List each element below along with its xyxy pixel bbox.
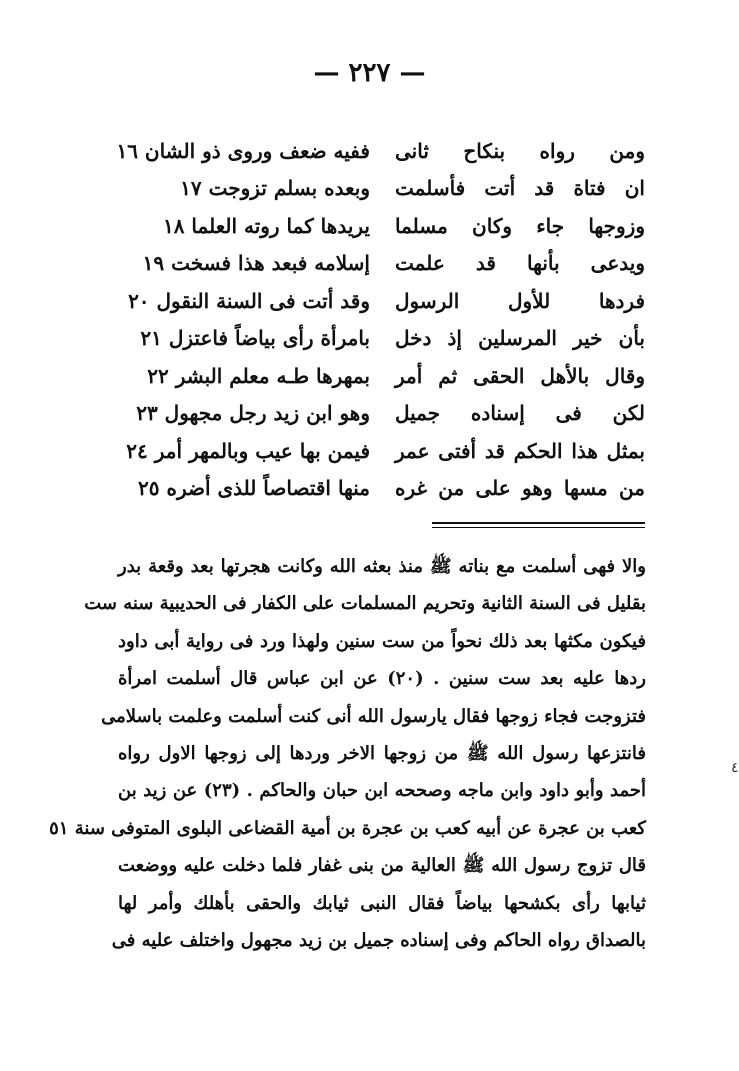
verse-row <box>100 470 645 508</box>
commentary-line: ثيابها رأى بكشحها بياضاً فقال النبى ثيابك والحقى بأهلك وأمر لها <box>118 892 646 914</box>
commentary-line: بالصداق رواه الحاكم وفى إسناده جميل بن زيد مجهول واختلف عليه فى <box>111 929 646 951</box>
commentary-line: كعب بن عجرة عن أبيه كعب بن عجرة بن أمية القضاعى البلوى المتوفى سنة ٥١ <box>49 817 646 839</box>
section-divider <box>432 522 645 528</box>
commentary-line: فانتزعها رسول الله ﷺ من زوجها الاخر وردها إلى زوجها الاول رواه <box>118 742 646 764</box>
verse-second-hemistich: فيمن بها عيب وبالمهر أمر ٢٤ <box>126 438 370 463</box>
verse-first-hemistich: من مسها وهو على من غره <box>395 476 645 501</box>
verse-row <box>100 432 645 470</box>
commentary-line: بقليل فى السنة الثانية وتحريم المسلمات على الكفار فى الحديبية سنه ست <box>84 593 646 615</box>
commentary-line: والا فهى أسلمت مع بناته ﷺ منذ بعثه الله وكانت هجرتها بعد وقعة بدر <box>118 556 646 577</box>
commentary-text <box>49 548 647 959</box>
verse-first-hemistich: فردها للأول الرسول <box>395 288 645 313</box>
commentary-line: أحمد وأبو داود وابن ماجه وصححه ابن حبان والحاكم . (٢٣) عن زيد بن <box>118 780 647 802</box>
verse-row <box>100 395 645 433</box>
verse-second-hemistich: وهو ابن زيد رجل مجهول ٢٣ <box>136 401 370 426</box>
verse-row <box>100 282 645 320</box>
verse-second-hemistich: إسلامه فبعد هذا فسخت ١٩ <box>142 251 370 276</box>
commentary-line: قال تزوج رسول الله ﷺ العالية من بنى غفار فلما دخلت عليه ووضعت <box>118 855 646 877</box>
verse-first-hemistich: وقال بالأهل الحقى ثم أمر <box>395 363 645 388</box>
margin-mark: ٤ <box>731 760 739 776</box>
verse-second-hemistich: يريدها كما روته العلما ١٨ <box>162 213 370 238</box>
verse-second-hemistich: بمهرها طـه معلم البشر ٢٢ <box>147 363 370 388</box>
verse-row <box>100 320 645 358</box>
verse-first-hemistich: لكن فى إسناده جميل <box>395 401 645 426</box>
verse-first-hemistich: وزوجها جاء وكان مسلما <box>395 213 645 238</box>
verse-second-hemistich: وقد أتت فى السنة النقول ٢٠ <box>128 288 370 313</box>
commentary-line: ردها عليه بعد ست سنين . (٢٠) عن ابن عباس قال أسلمت امرأة <box>118 668 646 690</box>
commentary-line: فيكون مكثها بعد ذلك نحواً من ست سنين ولهذا ورد فى رواية أبى داود <box>118 630 646 652</box>
verse-first-hemistich: بمثل هذا الحكم قد أفتى عمر <box>395 438 645 463</box>
verse-second-hemistich: وبعده بسلم تزوجت ١٧ <box>180 176 370 201</box>
verse-first-hemistich: ومن رواه بنكاح ثانى <box>395 138 645 163</box>
verse-second-hemistich: منها اقتصاصاً للذى أضره ٢٥ <box>138 476 370 501</box>
verse-row <box>100 357 645 395</box>
poem-verses <box>100 132 645 507</box>
verse-first-hemistich: بأن خير المرسلين إذ دخل <box>395 326 645 351</box>
commentary-line: فتزوجت فجاء زوجها فقال يارسول الله أنى كنت أسلمت وعلمت باسلامى <box>101 705 646 727</box>
verse-second-hemistich: بامرأة رأى بياضاً فاعتزل ٢١ <box>140 326 370 351</box>
verse-second-hemistich: ففيه ضعف وروى ذو الشان ١٦ <box>116 138 370 163</box>
verse-row <box>100 170 645 208</box>
verse-row <box>100 207 645 245</box>
verse-first-hemistich: ويدعى بأنها قد علمت <box>395 251 645 276</box>
verse-row <box>100 245 645 283</box>
verse-first-hemistich: ان فتاة قد أتت فأسلمت <box>395 176 645 201</box>
verse-row <box>100 132 645 170</box>
page-number: — ٢٢٧ — <box>313 58 426 88</box>
